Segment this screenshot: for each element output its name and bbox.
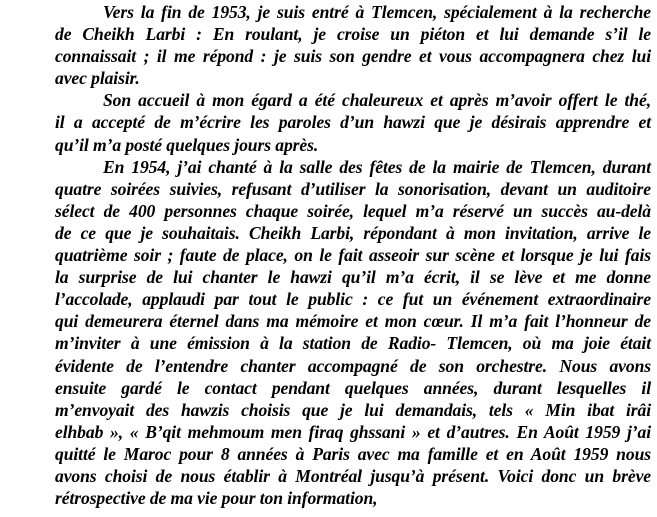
text-line: Vers la fin de 1953, je suis entré à Tlemcen, spécialement à la recherche <box>103 2 651 22</box>
text-line: quitté le Maroc pour 8 années à Paris avec ma famille et en Août 1959 nous <box>55 443 651 464</box>
text-line: évidente de l’entendre chanter accompagné de son orchestre. Nous avons <box>55 355 651 376</box>
text-line: l’accolade, applaudi par tout le public : ce fut un événement extraordinaire <box>55 289 651 310</box>
text-line: quatre soirées suivies, refusant d’utiliser la sonorisation, devant un auditoire <box>55 178 651 199</box>
text-line: de ce que je souhaitais. Cheikh Larbi, répondant à mon invitation, arrive le <box>55 222 651 243</box>
text-line: En 1954, j’ai chanté à la salle des fêtes de la mairie de Tlemcen, durant <box>103 156 651 177</box>
text-line: rétrospective de ma vie pour ton information, <box>55 488 378 509</box>
paragraph-concert-1954 <box>7 156 651 510</box>
text-line: avons choisi de nous établir à Montréal jusqu’à présent. Voici donc un brève <box>55 465 651 486</box>
text-line: m’inviter à une émission à la station de Radio- Tlemcen, où ma joie était <box>55 333 651 354</box>
text-line: avec plaisir. <box>55 68 140 89</box>
text-line: sélect de 400 personnes chaque soirée, lequel m’a réservé un succès au-delà <box>55 200 651 221</box>
text-line: m’envoyait des hawzis choisis que je lui demandais, tels « Min ibat irâi <box>55 399 651 420</box>
text-line: Son accueil à mon égard a été chaleureux et après m’avoir offert le thé, <box>103 90 651 111</box>
paragraph-arrival-tlemcen <box>7 1 651 89</box>
text-line: de Cheikh Larbi : En roulant, je croise un piéton et lui demande s’il le <box>55 24 651 45</box>
text-line: il a accepté de m’écrire les paroles d’un hawzi que je désirais apprendre et <box>55 112 651 133</box>
text-line: qui demeurera éternel dans ma mémoire et mon cœur. Il m’a fait l’honneur de <box>55 311 651 332</box>
text-line: connaissait ; il me répond : je suis son gendre et vous accompagnera chez lui <box>55 46 651 67</box>
text-line: quatrième soir ; faute de place, on le fait asseoir sur scène et lorsque je lui fais <box>55 245 651 266</box>
paragraph-welcome <box>7 89 651 155</box>
text-line: ensuite gardé le contact pendant quelques années, durant lesquelles il <box>55 377 651 398</box>
text-line: elhbab », « B’qit mehmoum men firaq ghssani » et d’autres. En Août 1959 j’ai <box>55 421 651 442</box>
text-line: la surprise de lui chanter le hawzi qu’il m’a écrit, il se lève et me donne <box>55 267 651 288</box>
text-line: qu’il m’a posté quelques jours après. <box>55 134 319 155</box>
